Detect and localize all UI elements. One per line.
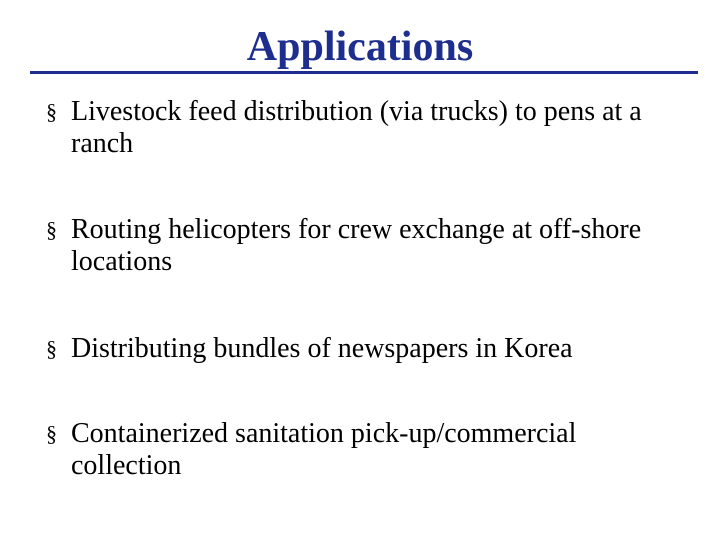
bullet-item bbox=[46, 333, 686, 365]
slide-title: Applications bbox=[246, 24, 474, 70]
bullet-item bbox=[46, 418, 686, 482]
bullet-item bbox=[46, 214, 686, 278]
bullet-text: Livestock feed distribution (via trucks) to pens at a ranch bbox=[71, 96, 642, 159]
bullet-marker-icon: § bbox=[46, 336, 57, 361]
bullet-text: Distributing bundles of newspapers in Korea bbox=[71, 333, 573, 364]
bullet-text: Containerized sanitation pick-up/commercial collection bbox=[71, 418, 577, 481]
title-underline bbox=[30, 71, 698, 74]
bullet-marker-icon: § bbox=[46, 99, 57, 124]
bullet-text: Routing helicopters for crew exchange at off-shore locations bbox=[71, 214, 642, 277]
bullet-marker-icon: § bbox=[46, 421, 57, 446]
bullet-marker-icon: § bbox=[46, 217, 57, 242]
bullet-item bbox=[46, 96, 686, 160]
